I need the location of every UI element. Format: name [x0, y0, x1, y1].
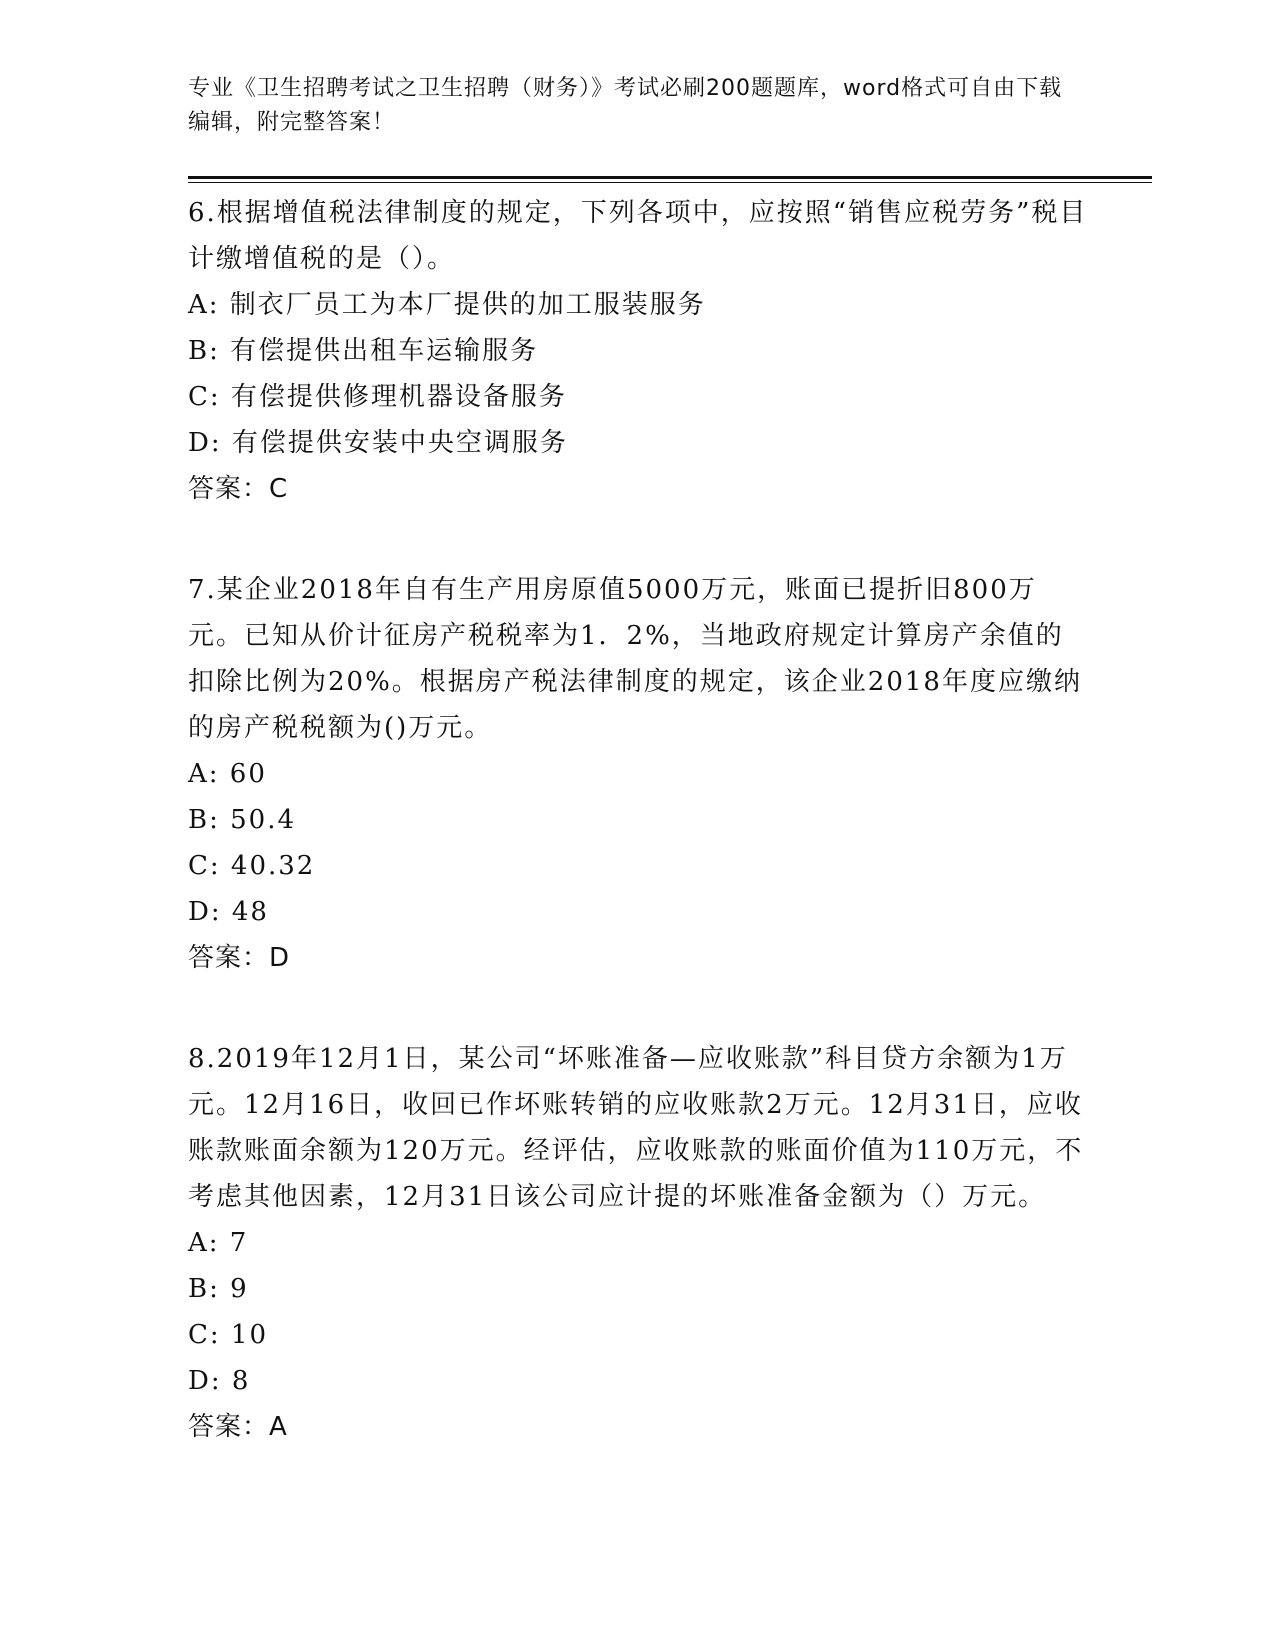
option-a: A: 7: [188, 1228, 249, 1258]
option-c: C: 有偿提供修理机器设备服务: [188, 382, 567, 412]
question-7: [188, 567, 1088, 981]
header-divider-thick: [188, 176, 1152, 179]
question-8: [188, 1036, 1088, 1450]
question-stem: 7.某企业2018年自有生产用房原值5000万元，账面已提折旧800万元。已知从价计征房产税税率为1．2%，当地政府规定计算房产余值的扣除比例为20%。根据房产税法律制度的规定，该企业2018年度应缴纳的房产税税额为()万元。: [188, 575, 1082, 743]
option-b: B: 50.4: [188, 805, 297, 835]
answer-line: 答案：C: [188, 474, 289, 504]
option-d: D: 8: [188, 1366, 251, 1396]
option-c: C: 40.32: [188, 851, 316, 881]
question-list: [188, 190, 1088, 1505]
answer-line: 答案：A: [188, 1412, 288, 1442]
option-a: A: 制衣厂员工为本厂提供的加工服装服务: [188, 290, 706, 320]
option-a: A: 60: [188, 759, 267, 789]
option-b: B: 有偿提供出租车运输服务: [188, 336, 539, 366]
question-stem: 6.根据增值税法律制度的规定，下列各项中，应按照“销售应税劳务”税目计缴增值税的是（）。: [188, 198, 1088, 274]
option-c: C: 10: [188, 1320, 269, 1350]
question-stem: 8.2019年12月1日，某公司“坏账准备—应收账款”科目贷方余额为1万元。12月16日，收回已作坏账转销的应收账款2万元。12月31日，应收账款账面余额为120万元。经评估，应收账款的账面价值为110万元，不考虑其他因素，12月31日该公司应计提的坏账准备金额为（）万元。: [188, 1044, 1084, 1212]
option-d: D: 有偿提供安装中央空调服务: [188, 428, 568, 458]
question-6: [188, 190, 1088, 512]
answer-line: 答案：D: [188, 943, 291, 973]
option-b: B: 9: [188, 1274, 249, 1304]
header-divider-thin: [188, 182, 1152, 183]
document-header: 专业《卫生招聘考试之卫生招聘（财务）》考试必刷200题题库，word格式可自由下载编辑，附完整答案！: [188, 76, 1063, 135]
option-d: D: 48: [188, 897, 269, 927]
